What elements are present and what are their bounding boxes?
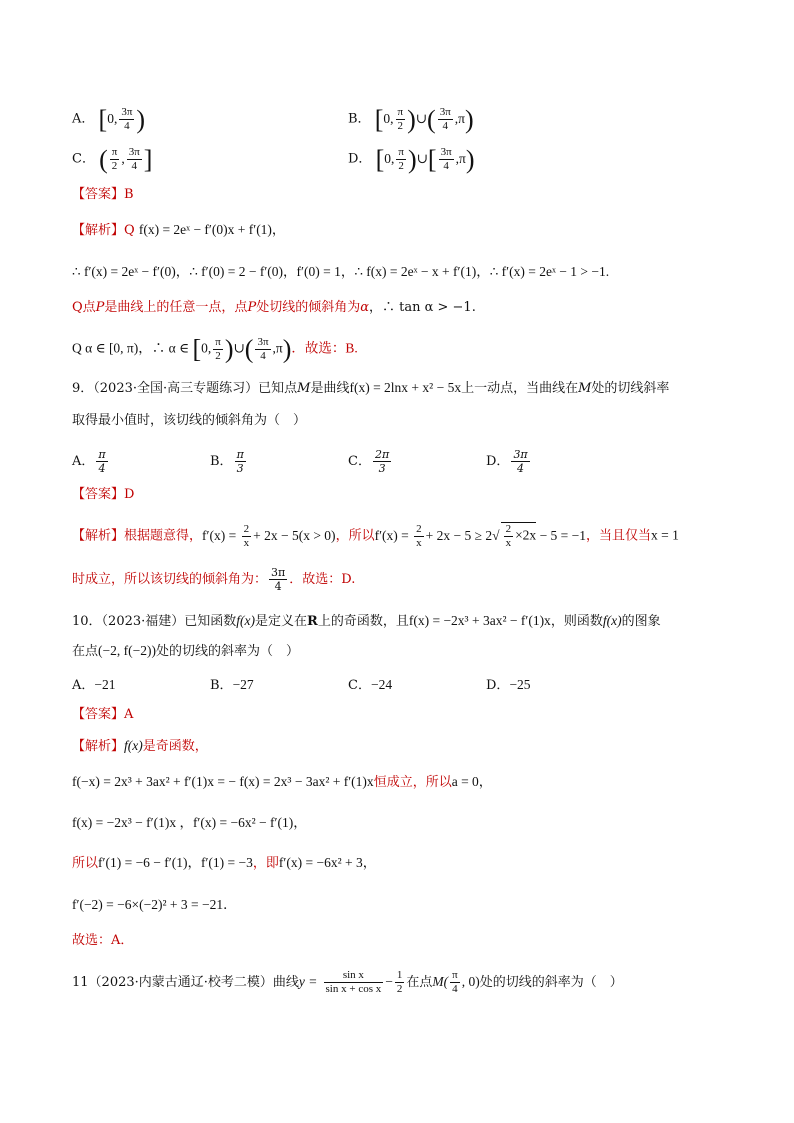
q9-answer	[72, 485, 134, 505]
q9-stem-tail: 上一动点，当曲线在	[461, 381, 579, 396]
q9-option-d-label: D．	[486, 454, 510, 469]
q10-answer	[72, 705, 133, 725]
q9-option-b	[210, 448, 248, 475]
q8-a1-expr: f(x) = 2eˣ − f′(0)x + f′(1)，	[138, 222, 286, 237]
q10-stem-point: (−2, f(−2))	[98, 643, 156, 658]
q9-a1-cond: x = 1	[651, 527, 679, 543]
q11-stem-half-num: 1	[396, 969, 403, 981]
q8-a3-tail: ，∴ tan α > −1.	[368, 300, 476, 315]
q8-option-a	[72, 106, 145, 133]
q9-option-d-expr: $\frac{3\pi}{4}$	[513, 448, 528, 475]
q11-stem-m: M(	[432, 974, 449, 989]
q10-stem-line2b: 处的切线的斜率为（ ）	[155, 644, 299, 659]
q11-stem-minus: −	[385, 974, 393, 989]
q8-because-sym: Q	[124, 223, 135, 238]
q8-option-c	[72, 146, 152, 173]
q9-option-c-label: C．	[348, 454, 371, 469]
q10-stem-mid: 是定义在	[255, 614, 308, 629]
q10-option-b-label: B．	[210, 678, 233, 693]
q9-a1-text: 根据题意得，	[124, 528, 203, 544]
q10-stem-2	[72, 641, 299, 662]
q9-option-a-label: A．	[72, 454, 95, 469]
q8-option-a-expr: [0, $\frac{3\pi}{4}$ )	[98, 104, 146, 134]
q11-stem-tail: 处的切线的斜率为（ ）	[479, 975, 623, 990]
q10-answer-tag: 【答案】	[72, 707, 125, 722]
q9-analysis-tag: 【解析】	[72, 528, 125, 544]
q10-option-c-label: C．	[348, 678, 371, 693]
q11-stem-prefix: 11（2023·内蒙古通辽·校考二模）曲线	[72, 975, 299, 990]
q10-option-d	[486, 675, 531, 696]
q10-a4-text: 所以	[72, 856, 99, 871]
q10-stem-mid2: 上的奇函数，且	[317, 614, 409, 629]
q9-a2-text: 时成立，所以该切线的倾斜角为：	[72, 572, 268, 587]
q9-a1-expr1: f′(x) = $\frac{2}{x}$ + 2x − 5(x > 0)	[202, 523, 336, 549]
q10-option-c-value: −24	[370, 677, 393, 692]
q9-stem-expr: f(x) = 2lnx + x² − 5x	[349, 380, 462, 395]
q10-stem-prefix: 10．（2023·福建）已知函数	[72, 614, 237, 629]
q8-a3-p1: P	[95, 300, 105, 315]
q8-analysis-tag: 【解析】	[72, 223, 125, 238]
q9-stem-m2: M	[578, 381, 592, 396]
q8-a3-alpha: α	[360, 300, 369, 315]
q9-analysis-1	[72, 522, 679, 550]
q8-analysis-2: ∴ f′(x) = 2eˣ − f′(0)，∴ f′(0) = 2 − f′(0)，f′(0) = 1，∴ f(x) = 2eˣ − x + f′(1)，∴ f′(x) = 2eˣ − 1 > −1.	[72, 264, 610, 279]
q11-stem-mid: 在点	[406, 975, 433, 990]
q8-a4-tail: ．故选：B.	[291, 340, 358, 356]
q10-analysis-5: f′(−2) = −6×(−2)² + 3 = −21．	[72, 897, 237, 912]
q9-stem-m1: M	[297, 381, 311, 396]
q11-stem-frac	[324, 969, 384, 996]
q9-stem-prefix: 9．（2023·全国·高三专题练习）已知点	[72, 381, 298, 396]
q10-stem-expr: f(x) = −2x³ + 3ax² − f′(1)x	[408, 613, 551, 628]
q11-stem-pi4: $\frac{\pi}{4}$	[452, 969, 458, 995]
q8-a3-p2: P	[247, 300, 257, 315]
q8-option-b-expr: [0, $\frac{\pi}{2}$ )∪( $\frac{3\pi}{4}$ ,π)	[374, 104, 474, 134]
q8-option-d	[348, 146, 475, 173]
q8-analysis-4: Q α ∈ [0, π)，∴ α ∈ [0, $\frac{\pi}{2}$ )∪( $\frac{3\pi}{4}$ ,π)．故选：B.	[72, 334, 358, 364]
q10-analysis-4	[72, 853, 376, 874]
q8-a3-mid2: 处切线的倾斜角为	[256, 300, 361, 315]
q8-analysis-3	[72, 298, 476, 318]
q9-a2-tail: ．故选：D.	[289, 572, 356, 587]
q10-analysis-2	[72, 772, 492, 793]
q10-stem-line2a: 在点	[72, 644, 99, 659]
q9-stem-mid: 是曲线	[310, 381, 350, 396]
q8-option-a-label: A．	[72, 111, 95, 127]
q8-a4-prefix: Q α ∈ [0, π)，∴ α ∈	[72, 340, 190, 356]
q10-a2-expr: f(−x) = 2x³ + 3ax² + f′(1)x = − f(x) = 2x³ − 3ax² + f′(1)x	[72, 774, 374, 789]
q10-a2-tail: a = 0，	[451, 774, 493, 789]
q8-a3-mid: 是曲线上的任意一点，点	[104, 300, 248, 315]
q9-option-b-label: B．	[210, 454, 233, 469]
q8-option-c-expr: ( $\frac{\pi}{2}$ , $\frac{3\pi}{4}$ ]	[99, 144, 153, 174]
q11-stem	[72, 969, 623, 996]
q10-option-a-value: −21	[94, 677, 116, 692]
q10-stem-tail2: 的图象	[621, 614, 661, 629]
q10-option-b-value: −27	[232, 677, 254, 692]
q8-answer-value: B	[124, 187, 134, 202]
q8-option-b	[348, 106, 474, 133]
q10-stem-r: R	[307, 614, 318, 629]
q9-answer-tag: 【答案】	[72, 487, 125, 502]
q9-option-b-expr: $\frac{\pi}{3}$	[236, 448, 244, 475]
q10-a2-text: 恒成立，所以	[373, 775, 452, 790]
q8-a3-prefix: Q点	[72, 300, 96, 315]
q10-analysis-tag: 【解析】	[72, 739, 125, 754]
q8-analysis-1	[72, 220, 285, 241]
q8-option-d-expr: [0, $\frac{\pi}{2}$ )∪[ $\frac{3\pi}{4}$ ,π)	[375, 144, 475, 174]
q8-option-b-label: B．	[348, 111, 371, 127]
q10-stem-fx2: f(x)	[602, 613, 622, 628]
q10-option-a-label: A．	[72, 678, 95, 693]
q10-analysis-3: f(x) = −2x³ − f′(1)x ，f′(x) = −6x² − f′(1)，	[72, 815, 307, 830]
q9-a2-angle: $\frac{3\pi}{4}$	[271, 566, 286, 593]
q10-a4-expr1: f′(1) = −6 − f′(1)，f′(1) = −3	[98, 855, 253, 870]
q10-a1-expr: f(x)	[124, 738, 143, 753]
q9-stem-1	[72, 378, 669, 399]
q10-stem-1	[72, 611, 661, 632]
q10-analysis-6: 故选：A．	[72, 933, 134, 948]
q10-option-c	[348, 675, 392, 696]
q10-option-a	[72, 675, 116, 696]
q10-a4-expr2: f′(x) = −6x² + 3，	[278, 855, 377, 870]
q10-stem-tail: ，则函数	[550, 614, 603, 629]
q8-answer	[72, 185, 134, 205]
q10-a4-text2: ，即	[252, 856, 279, 871]
q8-option-d-label: D．	[348, 151, 372, 167]
q9-a1-text2: ，所以	[335, 528, 375, 544]
q9-answer-value: D	[124, 487, 135, 502]
q10-option-d-value: −25	[509, 677, 531, 692]
q9-stem-2: 取得最小值时，该切线的倾斜角为（ ）	[72, 413, 307, 428]
q9-analysis-2	[72, 566, 355, 593]
q9-option-c	[348, 448, 393, 475]
q11-stem-y: y =	[298, 974, 318, 989]
q9-option-c-expr: $\frac{2\pi}{3}$	[374, 448, 390, 475]
q10-stem-fx1: f(x)	[236, 613, 255, 628]
q8-answer-tag: 【答案】	[72, 187, 125, 202]
q9-a1-expr2: f′(x) = $\frac{2}{x}$ + 2x − 5 ≥ 2√ $\frac{2}{x}$ ×2x − 5 = −1	[374, 523, 587, 549]
q10-answer-value: A	[124, 707, 134, 722]
q10-analysis-1	[72, 736, 208, 757]
q11-stem-half	[395, 969, 405, 996]
q9-stem-tail2: 处的切线斜率	[591, 381, 670, 396]
q8-option-c-label: C．	[72, 151, 95, 167]
q9-option-a-expr: $\frac{\pi}{4}$	[98, 448, 106, 475]
q9-option-d	[486, 448, 532, 475]
q9-a1-text3: ，当且仅当	[586, 528, 652, 544]
q11-stem-den: sin x + cos x	[325, 983, 382, 995]
q11-stem-half-den: 2	[396, 983, 403, 995]
q11-stem-num: sin x	[324, 969, 384, 983]
q10-option-b	[210, 675, 254, 696]
q9-option-a	[72, 448, 110, 475]
q10-option-d-label: D．	[486, 678, 510, 693]
q11-stem-m-tail: , 0)	[461, 974, 480, 989]
q10-a1-text: 是奇函数，	[142, 739, 208, 754]
